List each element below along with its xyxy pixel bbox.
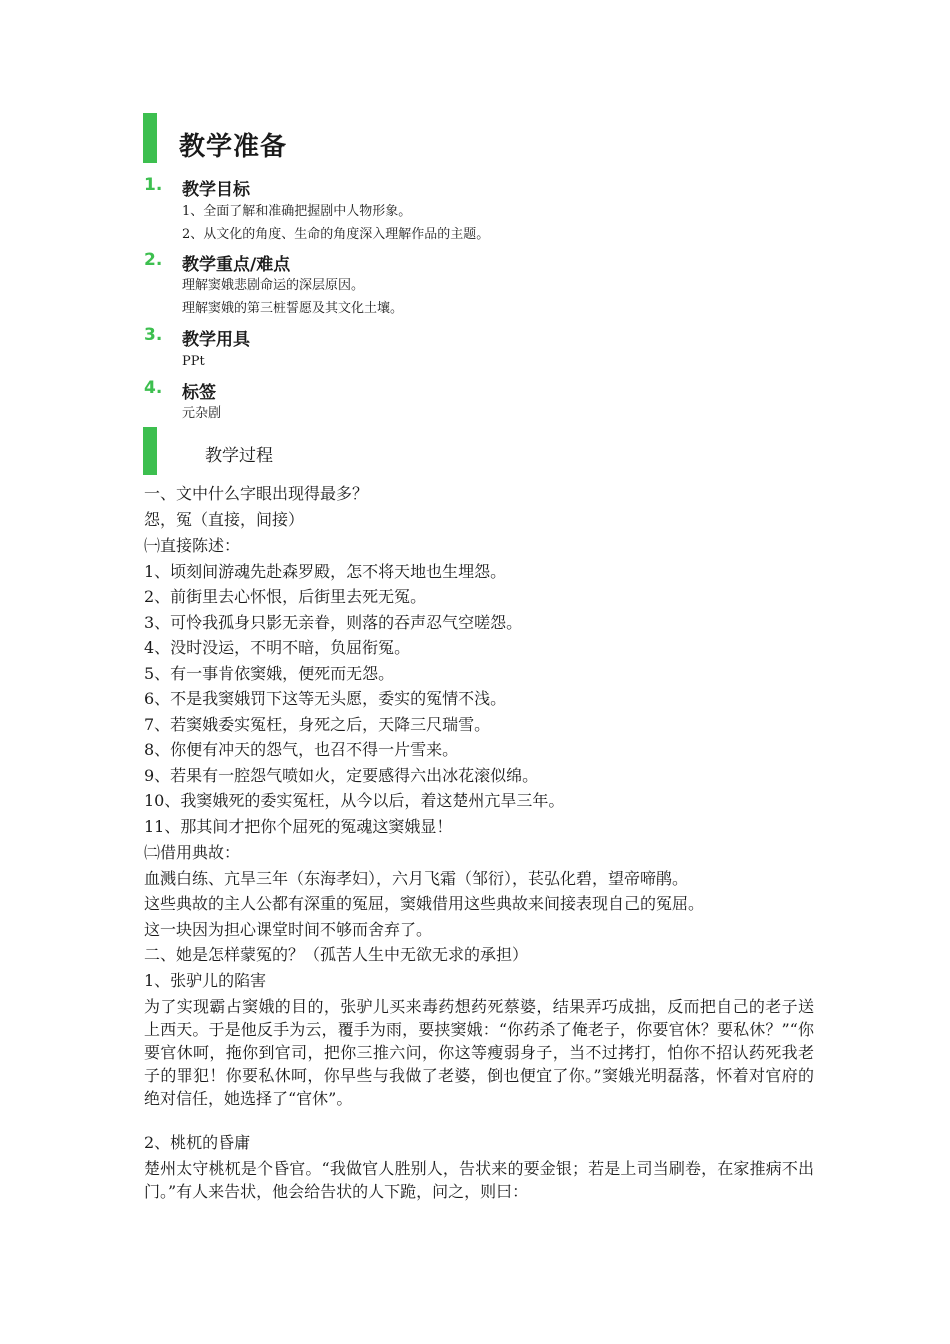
process-title: 教学过程 bbox=[205, 446, 273, 466]
body-line: 5、有一事肯依窦娥，便死而无怨。 bbox=[144, 664, 395, 683]
body-line: 1、张驴儿的陷害 bbox=[144, 971, 267, 990]
process-accent-bar bbox=[143, 427, 157, 475]
body-line: 怨，冤（直接，间接） bbox=[144, 510, 305, 529]
section-number: 2. bbox=[144, 250, 163, 270]
body-line: 1、顷刻间游魂先赴森罗殿，怎不将天地也生埋怨。 bbox=[144, 562, 507, 581]
section-heading-tags: 标签 bbox=[182, 383, 216, 403]
tag-line: 元杂剧 bbox=[182, 406, 222, 421]
body-line: 6、不是我窦娥罚下这等无头愿，委实的冤情不浅。 bbox=[144, 689, 507, 708]
paragraph: 楚州太守桃杌是个昏官。“我做官人胜别人，告状来的要金银；若是上司当刷卷，在家推病不出门。”有人来告状，他会给告状的人下跪，问之，则曰： bbox=[144, 1159, 814, 1201]
body-line: 11、那其间才把你个屈死的冤魂这窦娥显！ bbox=[144, 817, 453, 836]
section-heading-key-points: 教学重点/难点 bbox=[182, 255, 291, 275]
tools-line: PPt bbox=[182, 354, 205, 369]
body-line: 这一块因为担心课堂时间不够而舍弃了。 bbox=[144, 920, 433, 939]
body-line: 一、文中什么字眼出现得最多？ bbox=[144, 484, 369, 503]
body-line: 4、没时没运，不明不暗，负屈衔冤。 bbox=[144, 638, 411, 657]
section-heading-tools: 教学用具 bbox=[182, 330, 250, 350]
section-heading-objectives: 教学目标 bbox=[182, 180, 250, 200]
section-number: 1. bbox=[144, 175, 163, 195]
body-line: 9、若果有一腔怨气喷如火，定要感得六出冰花滚似绵。 bbox=[144, 766, 539, 785]
body-line: 2、前街里去心怀恨，后街里去死无冤。 bbox=[144, 587, 427, 606]
section-number: 3. bbox=[144, 325, 163, 345]
body-line: 3、可怜我孤身只影无亲眷，则落的吞声忍气空嗟怨。 bbox=[144, 613, 523, 632]
subheading: 2、桃杌的昏庸 bbox=[144, 1133, 251, 1152]
page-title: 教学准备 bbox=[179, 132, 288, 162]
body-line: 血溅白练、亢旱三年（东海孝妇），六月飞霜（邹衍），苌弘化碧，望帝啼鹃。 bbox=[144, 869, 689, 888]
body-line: 7、若窦娥委实冤枉，身死之后，天降三尺瑞雪。 bbox=[144, 715, 491, 734]
body-line: 8、你便有冲天的怨气，也召不得一片雪来。 bbox=[144, 740, 459, 759]
section-number: 4. bbox=[144, 378, 163, 398]
key-point-line: 理解窦娥悲剧命运的深层原因。 bbox=[182, 278, 365, 293]
body-line: 二、她是怎样蒙冤的？（孤苦人生中无欲无求的承担） bbox=[144, 945, 529, 964]
objective-line: 1、全面了解和准确把握剧中人物形象。 bbox=[182, 204, 412, 219]
body-line: ㈡借用典故： bbox=[144, 843, 241, 862]
body-line: 10、我窦娥死的委实冤枉，从今以后，着这楚州亢旱三年。 bbox=[144, 791, 565, 810]
key-point-line: 理解窦娥的第三桩誓愿及其文化土壤。 bbox=[182, 301, 404, 316]
title-accent-bar bbox=[143, 113, 157, 163]
body-line: 这些典故的主人公都有深重的冤屈，窦娥借用这些典故来间接表现自己的冤屈。 bbox=[144, 894, 705, 913]
paragraph: 为了实现霸占窦娥的目的，张驴儿买来毒药想药死蔡婆，结果弄巧成拙，反而把自己的老子送上西天。于是他反手为云，覆手为雨，要挟窦娥：“你药杀了俺老子，你要官休？要私休？”“你要官休呵，拖你到官司，把你三推六问，你这等瘦弱身子，当不过拷打，怕你不招认药死我老子的罪犯！你要私休呵，你早些与我做了老婆，倒也便宜了你。”窦娥光明磊落，怀着对官府的绝对信任，她选择了“官休”。 bbox=[144, 997, 814, 1108]
objective-line: 2、从文化的角度、生命的角度深入理解作品的主题。 bbox=[182, 227, 490, 242]
body-line: ㈠直接陈述： bbox=[144, 536, 241, 555]
